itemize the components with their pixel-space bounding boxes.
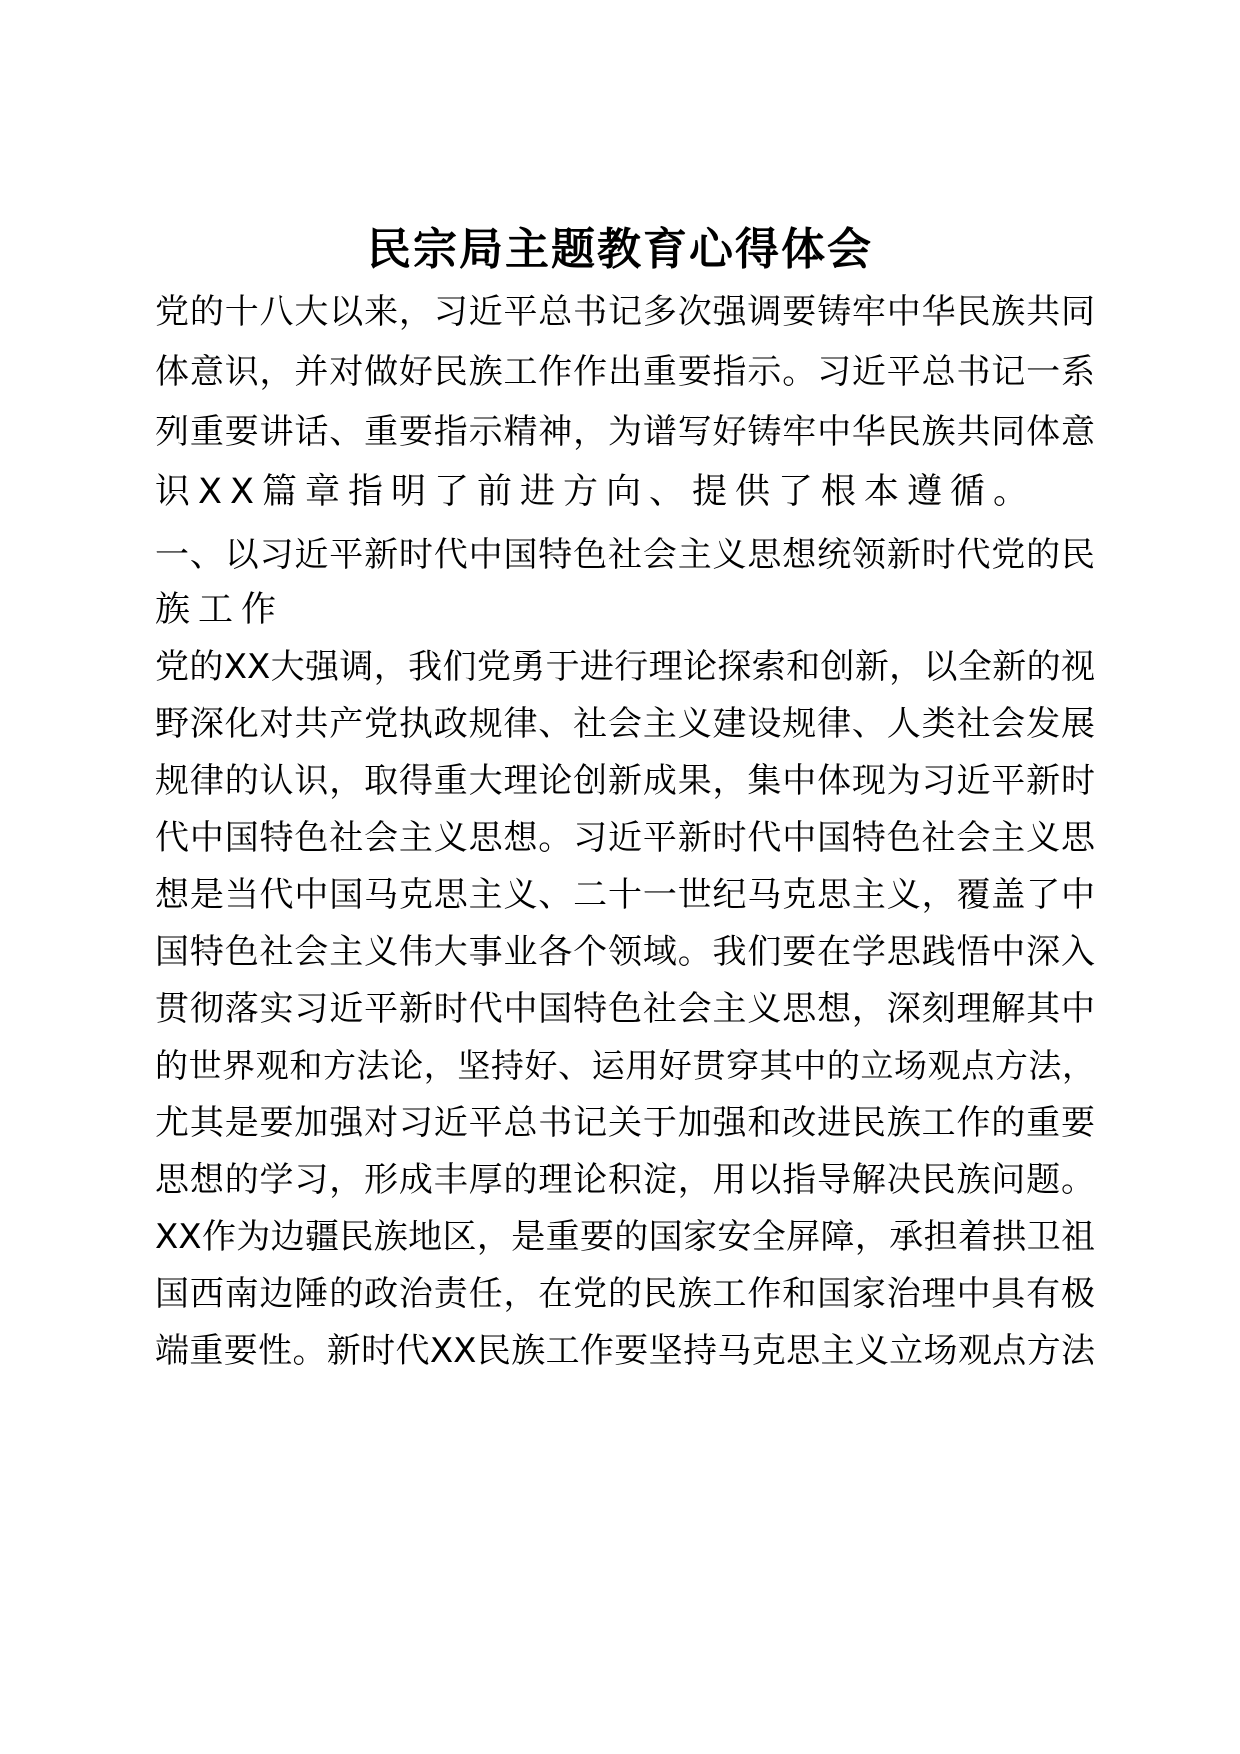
- section-heading-line: 族工作: [155, 590, 285, 630]
- paragraph-line: 尤其是要加强对习近平总书记关于加强和改进民族工作的重要: [155, 1103, 1095, 1143]
- paragraph-line: 体意识，并对做好民族工作作出重要指示。习近平总书记一系: [155, 352, 1095, 392]
- paragraph-line: 列重要讲话、重要指示精神，为谱写好铸牢中华民族共同体意: [155, 412, 1095, 452]
- paragraph-line: 党的十八大以来，习近平总书记多次强调要铸牢中华民族共同: [155, 292, 1095, 332]
- section-heading-line: 一、以习近平新时代中国特色社会主义思想统领新时代党的民: [155, 535, 1095, 575]
- paragraph-line: 端重要性。新时代XX民族工作要坚持马克思主义立场观点方法: [155, 1331, 1095, 1371]
- paragraph-line: 规律的认识，取得重大理论创新成果，集中体现为习近平新时: [155, 761, 1095, 801]
- paragraph-line: 思想的学习，形成丰厚的理论积淀，用以指导解决民族问题。: [155, 1160, 1095, 1200]
- paragraph-line: 国特色社会主义伟大事业各个领域。我们要在学思践悟中深入: [155, 932, 1095, 972]
- paragraph-line: 野深化对共产党执政规律、社会主义建设规律、人类社会发展: [155, 704, 1095, 744]
- paragraph-line: XX作为边疆民族地区，是重要的国家安全屏障，承担着拱卫祖: [155, 1217, 1095, 1257]
- paragraph-line: 贯彻落实习近平新时代中国特色社会主义思想，深刻理解其中: [155, 989, 1095, 1029]
- paragraph-line: 识XX篇章指明了前进方向、提供了根本遵循。: [155, 472, 1036, 512]
- paragraph-line: 国西南边陲的政治责任，在党的民族工作和国家治理中具有极: [155, 1274, 1095, 1314]
- document-title: 民宗局主题教育心得体会: [367, 224, 873, 275]
- paragraph-line: 党的XX大强调，我们党勇于进行理论探索和创新，以全新的视: [155, 647, 1095, 687]
- paragraph-line: 想是当代中国马克思主义、二十一世纪马克思主义，覆盖了中: [155, 875, 1095, 915]
- paragraph-line: 代中国特色社会主义思想。习近平新时代中国特色社会主义思: [155, 818, 1095, 858]
- paragraph-line: 的世界观和方法论，坚持好、运用好贯穿其中的立场观点方法，: [155, 1046, 1095, 1085]
